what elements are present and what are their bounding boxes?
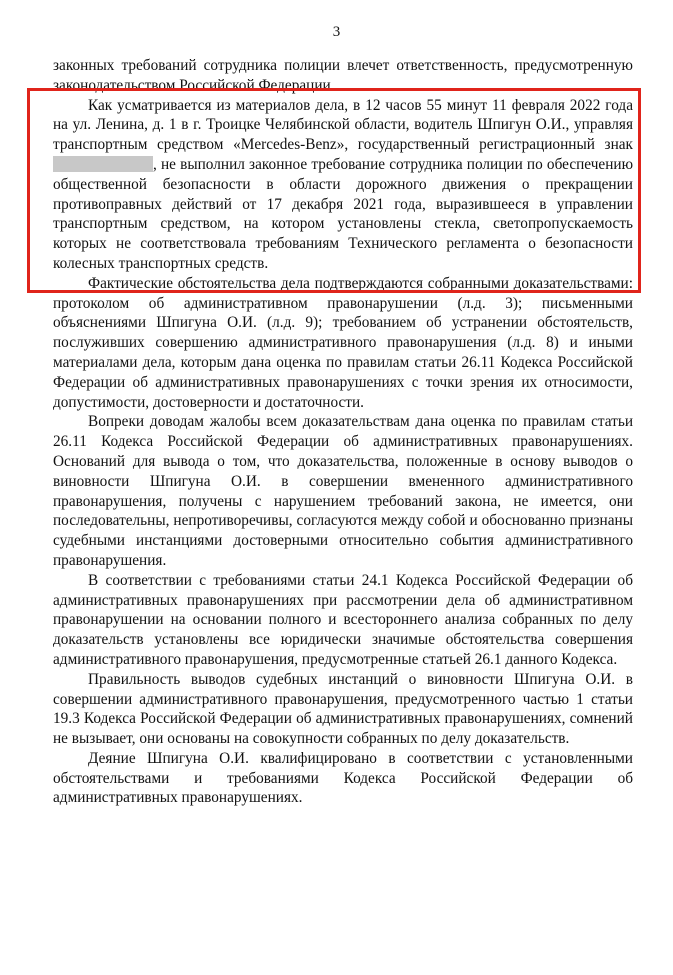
paragraph-qualification: Деяние Шпигуна О.И. квалифицировано в соответствии с установленными обстоятельствами и требованиями Кодекса Российской Федерации об административных правонарушениях. (53, 749, 633, 807)
paragraph-correctness: Правильность выводов судебных инстанций о виновности Шпигуна О.И. в совершении административного правонарушения, предусмотренного частью 1 статьи 19.3 Кодекса Российской Федерации об административных правонарушениях, сомнений не вызывает, они основаны на совокупности собранных по делу доказательств. (53, 670, 633, 748)
page-number: 3 (332, 24, 341, 40)
paragraph-text-part-1: Как усматривается из материалов дела, в 12 часов 55 минут 11 февраля 2022 года на ул. Ленина, д. 1 в г. Троицке Челябинской области, водитель Шпигун О.И., управляя транспортным средством «Mercedes-Benz», государственный регистрационный знак (53, 96, 633, 154)
document-body (53, 56, 633, 808)
paragraph-highlighted (53, 96, 633, 274)
paragraph-evidence: Фактические обстоятельства дела подтверждаются собранными доказательствами: протоколом об административном правонарушении (л.д. 3); письменными объяснениями Шпигуна О.И. (л.д. 9); требованием об устранении обстоятельств, послуживших совершению административного правонарушения (л.д. 8) и иными материалами дела, которым дана оценка по правилам статьи 26.11 Кодекса Российской Федерации об административных правонарушениях с точки зрения их относимости, допустимости, достоверности и достаточности. (53, 274, 633, 411)
scan-cut-line (53, 293, 633, 295)
paragraph-article-24-1: В соответствии с требованиями статьи 24.1 Кодекса Российской Федерации об административных правонарушениях при рассмотрении дела об административном правонарушении на основании полного и всестороннего анализа собранных по делу доказательств установлены все юридически значимые обстоятельства совершения административного правонарушения, предусмотренные статьей 26.1 данного Кодекса. (53, 571, 633, 668)
redacted-plate-number (53, 156, 153, 172)
paragraph-text-part-2: , не выполнил законное требование сотрудника полиции по обеспечению общественной безопасности в области дорожного движения о прекращении противоправных действий от 17 декабря 2021 года, выразившееся в управлении транспортным средством, на котором установлены стекла, светопропускаемость которых не соответствовала требованиям Технического регламента о безопасности колесных транспортных средств. (53, 155, 633, 272)
paragraph-complaint-arguments: Вопреки доводам жалобы всем доказательствам дана оценка по правилам статьи 26.11 Кодекса Российской Федерации об административных правонарушениях. Оснований для вывода о том, что доказательства, положенные в основу выводов о виновности Шпигуна О.И. в совершении вмененного административного правонарушения, получены с нарушением требований закона, не имеется, они последовательны, непротиворечивы, согласуются между собой и обоснованно признаны судебными инстанциями достоверными относительно события административного правонарушения. (53, 413, 633, 569)
paragraph-continuation: законных требований сотрудника полиции влечет ответственность, предусмотренную законодательством Российской Федерации. (53, 57, 633, 94)
